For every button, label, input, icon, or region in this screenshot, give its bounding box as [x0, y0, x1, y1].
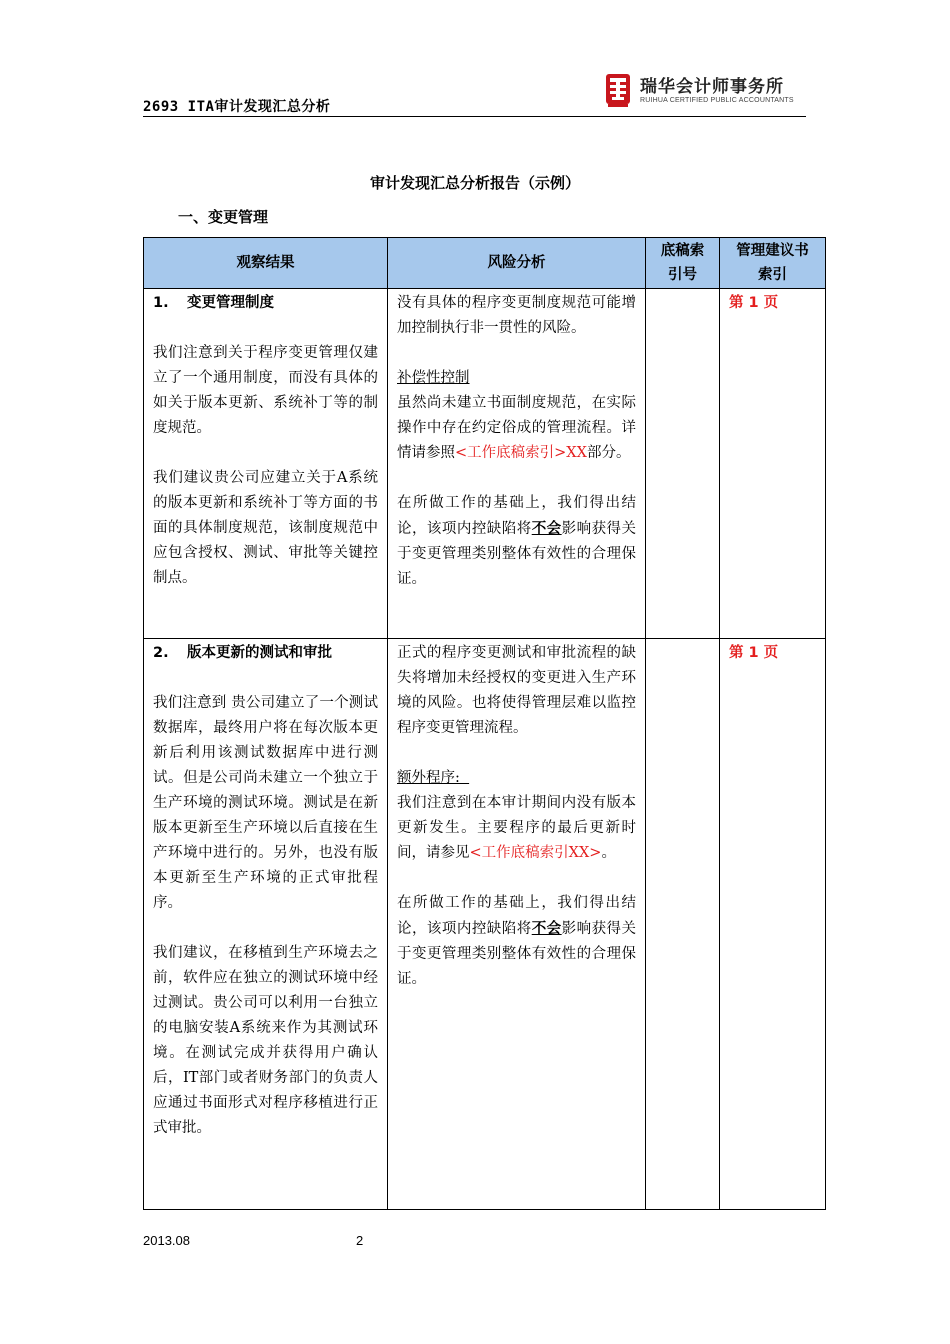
observation-paragraph: 我们注意到 贵公司建立了一个测试数据库，最终用户将在每次版本更新后利用该测试数据库中进行测试。但是公司尚未建立一个独立于生产环境的测试环境。测试是在新版本更新至生产环境以后直接在生产环境中进行的。另外，也没有版本更新至生产环境的正式审批程序。 [153, 695, 378, 911]
mgmt-page-ref: 第 1 页 [729, 295, 779, 311]
additional-procedure-suffix: 。 [601, 845, 616, 861]
mgmt-ref-cell [720, 289, 826, 639]
observation-cell [144, 639, 388, 1210]
mgmt-ref-cell [720, 639, 826, 1210]
compensating-control-label: 补偿性控制 [397, 370, 470, 386]
firm-logo [604, 72, 794, 108]
risk-cell [388, 639, 646, 1210]
item-title-text: 变更管理制度 [187, 295, 274, 311]
conclusion-paragraph [397, 491, 636, 592]
findings-table [143, 237, 826, 1210]
risk-paragraph: 没有具体的程序变更制度规范可能增加控制执行非一贯性的风险。 [397, 295, 636, 336]
conclusion-emphasis: 不会 [531, 520, 562, 537]
risk-paragraph: 正式的程序变更测试和审批流程的缺失将增加未经授权的变更进入生产环境的风险。也将使得管理层难以监控程序变更管理流程。 [397, 645, 636, 736]
additional-procedure-label: 额外程序: [397, 770, 470, 786]
wp-ref-cell [646, 289, 720, 639]
mgmt-page-ref: 第 1 页 [729, 645, 779, 661]
item-title [153, 291, 378, 316]
header-divider [143, 116, 806, 117]
firm-name-cn: 瑞华会计师事务所 [640, 76, 784, 97]
firm-logo-icon [604, 72, 632, 108]
table-header-row [144, 238, 826, 289]
workpaper-reference: <工作底稿索引XX> [469, 845, 602, 861]
conclusion-suffix: 影响获得关于变更管理类别整体有效性的合理保证。 [397, 921, 637, 987]
conclusion-suffix: 影响获得关于变更管理类别整体有效性的合理保证。 [397, 521, 637, 587]
column-header-wp-ref-line2: 引号 [668, 267, 697, 283]
table-row [144, 289, 826, 639]
compensating-control-suffix: 部分。 [586, 445, 631, 461]
column-header-wp-ref [646, 238, 720, 289]
column-header-mgmt-ref [720, 238, 826, 289]
additional-procedure-paragraph [397, 791, 636, 866]
recommendation-paragraph: 我们建议贵公司应建立关于A系统的版本更新和系统补丁等方面的书面的具体制度规范，该制度规范中应包含授权、测试、审批等关键控制点。 [153, 470, 378, 586]
item-title [153, 641, 378, 666]
compensating-control-paragraph [397, 391, 636, 466]
item-number: 1. [153, 295, 169, 311]
column-header-wp-ref-line1: 底稿索 [660, 243, 705, 259]
wp-ref-cell [646, 639, 720, 1210]
additional-procedure-text: 我们注意到在本审计期间内没有版本更新发生。主要程序的最后更新时间，请参见 [397, 795, 636, 861]
conclusion-emphasis: 不会 [531, 920, 562, 937]
report-title: 审计发现汇总分析报告（示例） [369, 174, 580, 192]
conclusion-text: 在所做工作的基础上，我们得出结论，该项内控缺陷将 [397, 495, 636, 537]
column-header-risk: 风险分析 [388, 238, 646, 289]
observation-cell [144, 289, 388, 639]
section-heading: 一、变更管理 [178, 208, 269, 226]
column-header-mgmt-ref-line2: 索引 [758, 267, 787, 283]
conclusion-paragraph [397, 891, 636, 992]
risk-cell [388, 289, 646, 639]
item-number: 2. [153, 645, 169, 661]
compensating-control-text: 虽然尚未建立书面制度规范，在实际操作中存在约定俗成的管理流程。详情请参照 [397, 395, 636, 461]
footer-date: 2013.08 [143, 1233, 190, 1248]
column-header-mgmt-ref-line1: 管理建议书 [736, 243, 809, 259]
observation-paragraph: 我们注意到关于程序变更管理仅建立了一个通用制度，而没有具体的如关于版本更新、系统补丁等的制度规范。 [153, 345, 378, 436]
conclusion-text: 在所做工作的基础上，我们得出结论，该项内控缺陷将 [397, 895, 636, 937]
header-doc-code: 2693 ITA审计发现汇总分析 [143, 99, 331, 115]
footer-page-number: 2 [356, 1233, 364, 1248]
firm-name-en: RUIHUA CERTIFIED PUBLIC ACCOUNTANTS [640, 96, 794, 104]
workpaper-reference: <工作底稿索引>XX [455, 445, 587, 461]
recommendation-paragraph: 我们建议，在移植到生产环境去之前，软件应在独立的测试环境中经过测试。贵公司可以利用一台独立的电脑安装A系统来作为其测试环境。在测试完成并获得用户确认后，IT部门或者财务部门的负责人应通过书面形式对程序移植进行正式审批。 [153, 945, 378, 1136]
table-row [144, 639, 826, 1210]
item-title-text: 版本更新的测试和审批 [187, 645, 332, 661]
column-header-observation: 观察结果 [144, 238, 388, 289]
